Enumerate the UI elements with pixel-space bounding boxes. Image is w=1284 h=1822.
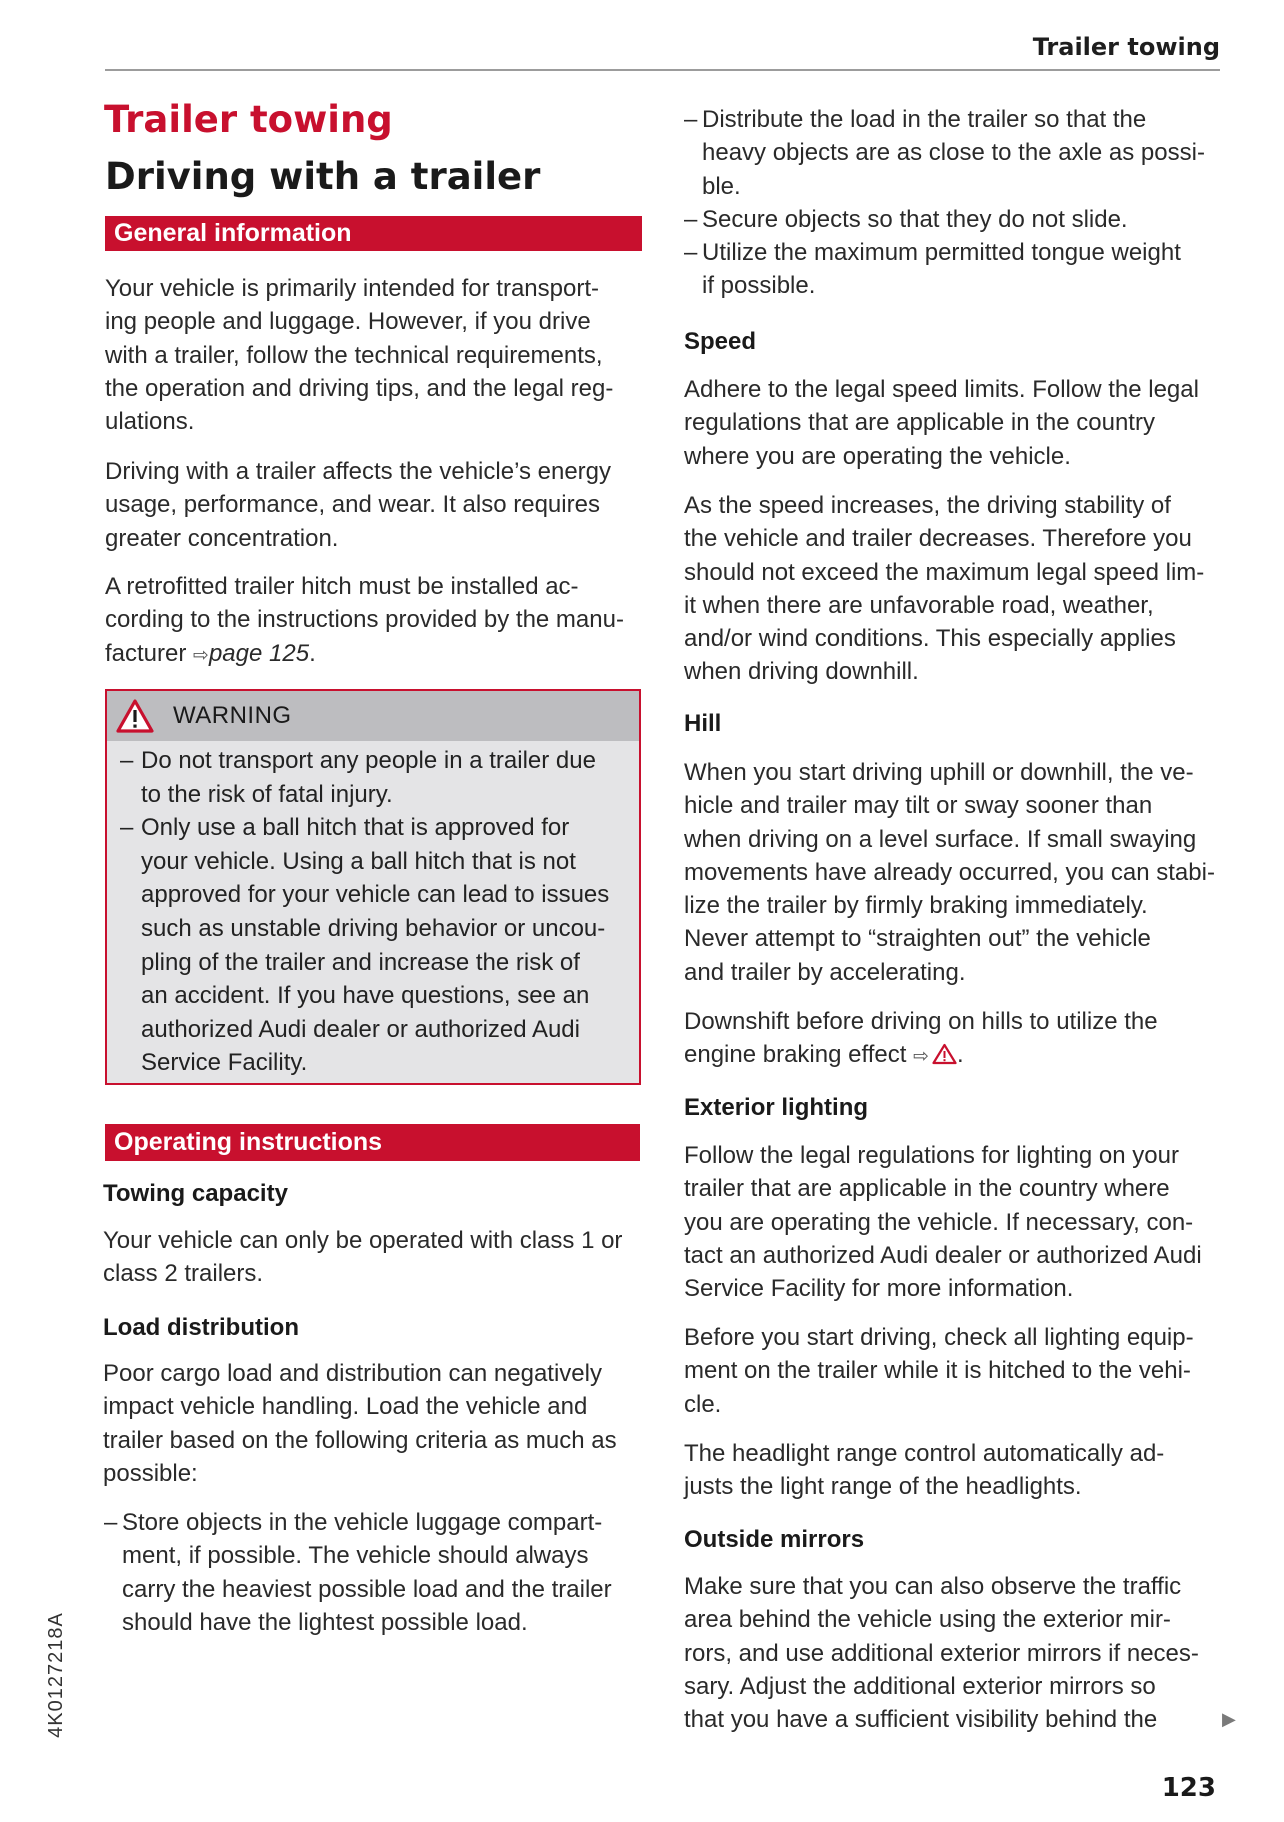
list-item-text: Distribute the load in the trailer so that the heavy objects are as close to the axle as possi- ble. (702, 106, 1205, 200)
general-information-heading: General information (105, 216, 642, 251)
reference-page: page 125 (208, 639, 310, 667)
retrofit-text: A retrofitted trailer hitch must be installed ac- cording to the instructions provided by the manu- facturer (105, 573, 624, 667)
sentence-end: . (956, 1041, 964, 1069)
load-distribution-text: Poor cargo load and distribution can negatively impact vehicle handling. Load the vehicle and trailer based on the following criteria as much as possible: (103, 1360, 617, 1487)
speed-heading: Speed (684, 328, 757, 355)
list-dash: – (684, 106, 698, 133)
list-dash: – (120, 747, 134, 774)
running-title: Trailer towing (1032, 33, 1220, 61)
load-distribution-list (104, 1506, 612, 1639)
warning-box (105, 689, 641, 1085)
exterior-lighting-paragraph-2: Before you start driving, check all lighting equip- ment on the trailer while it is hitched to the vehi- cle. (684, 1324, 1194, 1418)
continue-arrow-icon: ▶ (1222, 1709, 1236, 1730)
general-info-paragraph-1: Your vehicle is primarily intended for transport- ing people and luggage. However, if you drive with a trailer, follow the technical requirements, the operation and driving tips, and the legal reg- ulations. (105, 275, 614, 436)
warning-item (120, 811, 609, 1080)
warning-header (107, 691, 639, 741)
warning-label: WARNING (173, 702, 292, 729)
warning-item (120, 744, 609, 811)
section-title: Driving with a trailer (105, 155, 541, 198)
document-code: 4K0127218A (45, 1612, 67, 1738)
reference-arrow-icon: ⇨ (913, 1045, 929, 1068)
page-reference-link[interactable] (193, 640, 309, 667)
general-info-paragraph-2: Driving with a trailer affects the vehicle’s energy usage, performance, and wear. It also requires greater concentration. (105, 458, 612, 552)
hill-paragraph-1: When you start driving uphill or downhill, the ve- hicle and trailer may tilt or sway sooner than when driving on a level surface. If small swaying movements have already occurred, you can stabi- lize the trailer by firmly braking immediately. Never attempt to “straighten out” the vehicle and trailer by accelerating. (684, 759, 1215, 986)
downshift-text: Downshift before driving on hills to utilize the engine braking effect (684, 1008, 1158, 1069)
reference-arrow-icon: ⇨ (193, 643, 209, 666)
speed-paragraph-1: Adhere to the legal speed limits. Follow the legal regulations that are applicable in the country where you are operating the vehicle. (684, 376, 1199, 470)
outside-mirrors-heading: Outside mirrors (684, 1526, 865, 1553)
operating-instructions-heading: Operating instructions (105, 1124, 640, 1161)
list-dash: – (684, 239, 698, 267)
list-dash: – (120, 814, 134, 842)
outside-mirrors-paragraph-1: Make sure that you can also observe the traffic area behind the vehicle using the exterior mir- rors, and use additional exterior mirrors if neces- sary. Adjust the additional exterior mirrors so that you have a sufficient visibility behind the (684, 1573, 1199, 1734)
general-info-paragraph-3 (105, 570, 624, 672)
list-item-text: Utilize the maximum permitted tongue weight if possible. (702, 239, 1181, 300)
warning-reference-link[interactable] (913, 1041, 957, 1068)
list-item-text: Store objects in the vehicle luggage compart- ment, if possible. The vehicle should always carry the heaviest possible load and the trailer should have the lightest possible load. (122, 1509, 612, 1636)
list-item (684, 236, 1205, 303)
warning-reference-icon (932, 1043, 957, 1065)
chapter-title: Trailer towing (104, 98, 393, 141)
list-dash: – (684, 205, 698, 233)
load-criteria-list (684, 103, 1205, 303)
exterior-lighting-paragraph-3: The headlight range control automatically ad- justs the light range of the headlights. (684, 1440, 1165, 1501)
hill-paragraph-2 (684, 1005, 1158, 1074)
header-rule (105, 69, 1220, 71)
list-item (684, 203, 1205, 236)
page-number: 123 (1161, 1773, 1216, 1803)
list-dash: – (104, 1509, 118, 1536)
warning-list (120, 744, 609, 1080)
list-item-text: Secure objects so that they do not slide. (702, 205, 1128, 233)
list-item (684, 103, 1205, 203)
list-item (104, 1506, 612, 1639)
load-distribution-heading: Load distribution (103, 1314, 299, 1341)
speed-paragraph-2: As the speed increases, the driving stability of the vehicle and trailer decreases. Therefore you should not exceed the maximum legal speed lim- it when there are unfavorable road, weather, and/or wind conditions. This especially applies when driving downhill. (684, 492, 1205, 686)
exterior-lighting-heading: Exterior lighting (684, 1094, 869, 1121)
warning-triangle-icon (115, 698, 155, 734)
towing-capacity-heading: Towing capacity (103, 1180, 288, 1207)
exterior-lighting-paragraph-1: Follow the legal regulations for lighting on your trailer that are applicable in the country where you are operating the vehicle. If necessary, con- tact an authorized Audi dealer or authorized Audi Service Facility for more information. (684, 1142, 1202, 1303)
hill-heading: Hill (684, 710, 722, 737)
warning-item-text: Do not transport any people in a trailer due to the risk of fatal injury. (141, 747, 596, 808)
towing-capacity-text: Your vehicle can only be operated with class 1 or class 2 trailers. (103, 1227, 623, 1288)
warning-item-text: Only use a ball hitch that is approved for your vehicle. Using a ball hitch that is not approved for your vehicle can lead to issues such as unstable driving behavior or uncou- pling of the trailer and increase the risk of an accident. If you have questions, see an authorized Audi dealer or authorized Audi Service Facility. (141, 814, 610, 1077)
sentence-end: . (309, 639, 316, 667)
